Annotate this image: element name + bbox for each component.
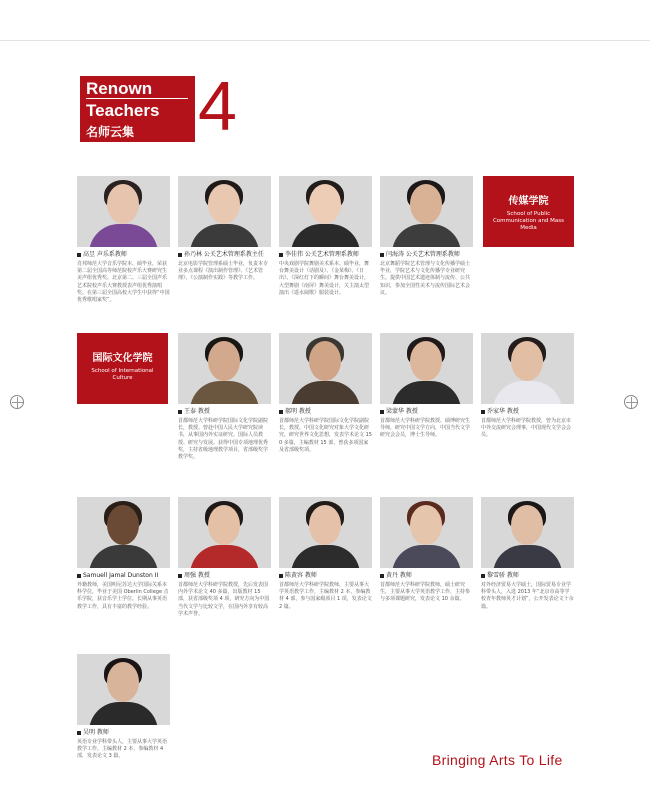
teacher-name: 黎雪骄 教师 [487,572,519,579]
teacher-name: 梁蒙华 教授 [386,408,418,415]
teacher-bio: 英语专业学科带头人，主要从事大学英语教学工作，主编教材 2 本，参编教材 4 部，发表论文 3 篇。 [77,739,168,760]
teacher-card [380,497,473,604]
teacher-photo [380,176,473,247]
teacher-bio: 首都师范大学科研学院教授，曾为北京市中外交流研究会理事，中国现代文学会会员。 [481,418,572,439]
school-name-en: School of Public Communication and Mass Media [492,211,565,231]
teacher-card [77,654,170,761]
teacher-card [481,497,574,611]
teacher-card [380,333,473,440]
section-number: 4 [198,67,237,145]
teacher-photo [178,176,271,247]
teacher-bio: 首都师范大学科研学院国际文化学院副院长，教授。中国文化研究对象大学文化研究，研究世界文化思想，发表学术论文 150 多篇，主编教材 15 部，曾获多项国家及省部级奖项。 [279,418,372,453]
teacher-photo [77,654,170,725]
school-name-cn: 传媒学院 [508,196,549,207]
teacher-bio: 首都师范大学科研学院教师，硕士研究生，主要从事大学英语教学工作，主持参与多项课题研究，发表论文 10 余篇。 [380,582,471,603]
teacher-photo [178,497,271,568]
teacher-photo [77,176,170,247]
teacher-card [279,176,372,297]
teacher-name: 陈黄容 教师 [285,572,317,579]
teacher-name: 周强 教授 [184,572,210,579]
teacher-card [481,333,574,440]
teacher-name: 高昱 声乐系教师 [83,251,127,258]
title-line-1: Renown [86,79,153,98]
title-line-2: Teachers [86,101,160,120]
teacher-photo [380,497,473,568]
school-label-international [77,333,168,404]
teacher-name: 郝明 教授 [285,408,311,415]
teacher-bio: 外籍教师，美国明尼苏达大学国际关系本科学位，毕业于美国 Oberlin College 音乐学院，获音乐学士学位。长期从事英语教学工作，具有丰富的教学经验。 [77,582,169,610]
tagline: Bringing Arts To Life [432,752,563,768]
teacher-bio: 肖邦师范大学音乐学院本、硕毕业，荣获第二届全国高等师范院校声乐大赛研究生美声组优秀奖、北京第二、三届全国声乐艺术院校声乐大赛教授表声组优秀演唱奖。在第三届全国高校大学生中获得“中国优秀歌唱家奖”。 [77,261,170,304]
teacher-bio: 北京舞蹈学院艺术管理与文化传播学硕士毕业，学院艺术与文化传播学专业研究生。提供中国艺术遗迹体制与流传、公共知识，参加全国性美术与流传国际艺术会议。 [380,261,471,296]
teacher-photo [279,176,372,247]
header-title-box [80,76,195,142]
school-label-communication [483,176,574,247]
teacher-photo [279,497,372,568]
teacher-name: 闫海涛 公关艺术管理系教师 [386,251,460,258]
registration-mark [624,395,638,409]
teacher-photo [279,333,372,404]
teacher-name: 李佳伟 公关艺术管理系教师 [285,251,359,258]
teacher-photo [481,333,574,404]
crop-mark [0,40,650,41]
teacher-bio: 首都师范大学科研学院教授，先后发表国内外学术论文 40 多篇，出版教材 15 部，获省部级奖项 4 项，研究方向为中国当代文学与比较文学，在国内外享有较高学术声誉。 [178,582,270,617]
school-name-en: School of International Culture [91,368,154,381]
teacher-card [178,176,271,283]
teacher-bio: 首都师范大学科研学院国际文化学院副院长，教授。曾赴中国人民大学研究院读书，从事国内外实证研究。国际人员教授、研究与发展。获得中国专项地理优秀奖，主持省级地理教学项目，省部级奖学教学奖。 [178,418,269,461]
teacher-photo [178,333,271,404]
teacher-name: 孙乃林 公关艺术管理系教主任 [184,251,264,258]
teacher-photo [77,497,170,568]
teacher-name: 王泰 教授 [184,408,210,415]
teacher-name: Samuell Jamal Dunston II [83,572,159,579]
teacher-card [380,176,473,297]
registration-mark [10,395,24,409]
teacher-name: 黄丹 教师 [386,572,412,579]
teacher-bio: 北京电影学院管理系硕士毕业，负责本专业多点课程《演出制作管理》、《艺术管理》、《公演制作实践》等教学工作。 [178,261,269,282]
teacher-bio: 对外经济贸易大学硕士，国际贸易专业学科带头人，入选 2013 年“北京市高等学校青年教师英才计划”，公开发表论文十余篇。 [481,582,574,610]
teacher-card [279,497,372,611]
teacher-bio: 首都师范大学科研学院教授、硕博研究生导师，研究中国文学方向，中国当代文学研究会会员，博士生导师。 [380,418,471,439]
teacher-bio: 中央戏剧学院舞剧美术系本、硕毕业，舞台舞美设计（话剧及）、《金某梅》、《日出》、《深红灯下的瞬间》舞台舞美设计，大型舞剧《南屏》舞美设计，关主演太型演出《遥水阔歌》服装设计。 [279,261,370,296]
teacher-name: 吴明 教师 [83,729,109,736]
teacher-card [77,497,170,611]
teacher-photo [380,333,473,404]
teacher-card [279,333,372,454]
school-name-cn: 国际文化学院 [92,353,153,364]
teacher-card [77,176,170,304]
title-cn: 名师云集 [86,125,135,139]
teacher-card [178,497,271,618]
teacher-bio: 首都师范大学科研学院教师，主要从事大学英语教学工作，主编教材 2 本，参编教材 4 部，参与国家级项目 1 项，发表论文 2 篇。 [279,582,372,610]
teacher-card [178,333,271,461]
teacher-photo [481,497,574,568]
title-rule [86,98,188,99]
teacher-name: 乔家华 教授 [487,408,519,415]
